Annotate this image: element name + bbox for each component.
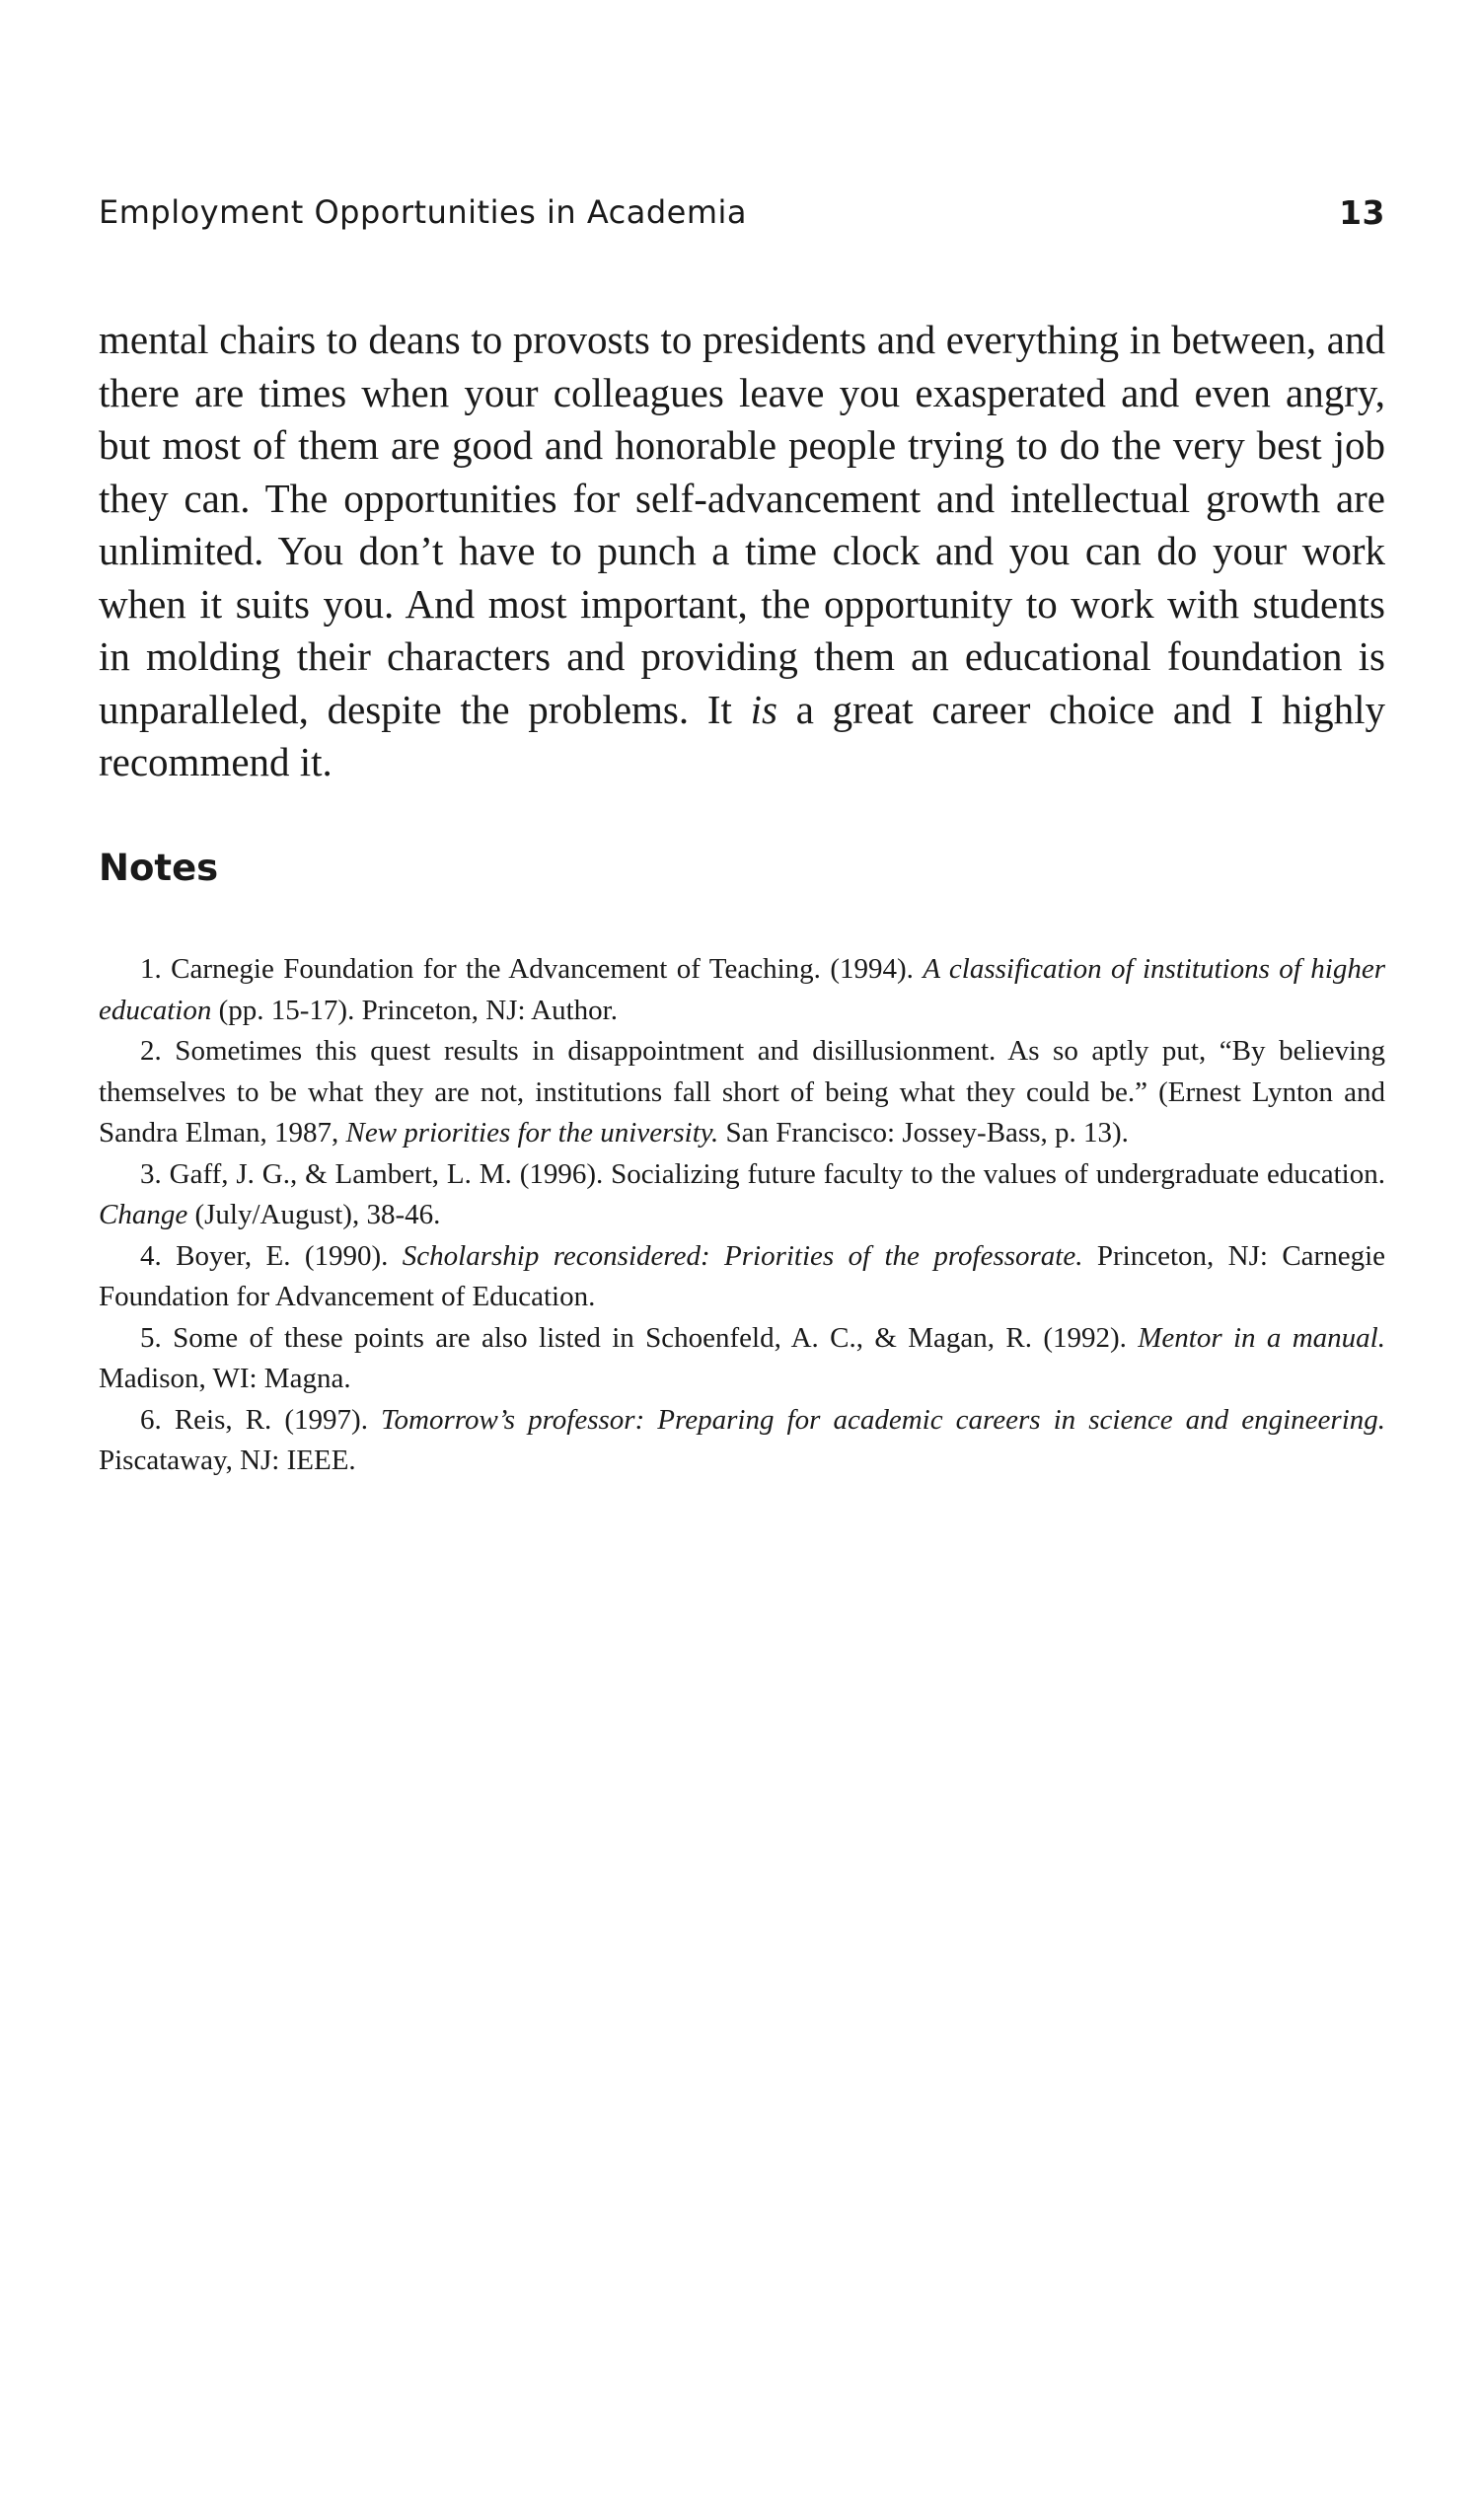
- body-text-part2: a great career choice and I highly recommend it.: [99, 686, 1385, 784]
- note-title: Mentor in a manual.: [1138, 1321, 1385, 1354]
- note-prefix: 1. Carnegie Foundation for the Advancement of Teaching. (1994).: [140, 953, 924, 985]
- note-item: [99, 1031, 1385, 1154]
- note-item: [99, 1154, 1385, 1236]
- note-prefix: 4. Boyer, E. (1990).: [140, 1239, 403, 1272]
- note-item: [99, 1236, 1385, 1318]
- note-suffix: San Francisco: Jossey-Bass, p. 13).: [718, 1117, 1129, 1149]
- note-title: A classification of institutions of higher education: [99, 953, 1385, 1026]
- body-paragraph: [99, 314, 1385, 789]
- note-prefix: 3. Gaff, J. G., & Lambert, L. M. (1996). Socializing future faculty to the values of undergraduate education.: [140, 1157, 1385, 1190]
- notes-list: [99, 949, 1385, 1482]
- running-head-title: Employment Opportunities in Academia: [99, 193, 748, 231]
- note-prefix: 2. Sometimes this quest results in disappointment and disillusionment. As so aptly put, “By believing themselves to be what they are not, institutions fall short of being what they could be.” (Ernest Lynton and Sandra Elman, 1987,: [99, 1035, 1385, 1149]
- note-title: Change: [99, 1199, 188, 1230]
- page-number: 13: [1339, 193, 1385, 232]
- note-item: [99, 1318, 1385, 1400]
- note-suffix: (pp. 15-17). Princeton, NJ: Author.: [211, 994, 618, 1026]
- note-suffix: (July/August), 38-46.: [187, 1199, 441, 1230]
- note-title: New priorities for the university.: [345, 1117, 719, 1149]
- body-text-emphasis: is: [750, 686, 777, 732]
- note-prefix: 5. Some of these points are also listed in Schoenfeld, A. C., & Magan, R. (1992).: [140, 1321, 1139, 1354]
- note-item: [99, 1400, 1385, 1482]
- note-prefix: 6. Reis, R. (1997).: [140, 1403, 382, 1436]
- note-suffix: Madison, WI: Magna.: [99, 1363, 351, 1394]
- note-item: [99, 949, 1385, 1031]
- note-title: Scholarship reconsidered: Priorities of the professorate.: [402, 1239, 1083, 1272]
- note-suffix: Piscataway, NJ: IEEE.: [99, 1445, 356, 1476]
- note-suffix: Princeton, NJ: Carnegie Foundation for Advancement of Education.: [99, 1239, 1385, 1312]
- notes-heading: Notes: [99, 847, 219, 889]
- running-head: [99, 193, 1385, 235]
- note-title: Tomorrow’s professor: Preparing for academic careers in science and engineering.: [381, 1403, 1386, 1436]
- body-text-part1: mental chairs to deans to provosts to presidents and everything in between, and there are times when your colleagues leave you exasperated and even angry, but most of them are good and honorable people trying to do the very best job they can. The opportunities for self-advancement and intellectual growth are unlimited. You don’t have to punch a time clock and you can do your work when it suits you. And most important, the opportunity to work with students in molding their characters and providing them an educational foundation is unparalleled, despite the problems. It: [99, 317, 1385, 732]
